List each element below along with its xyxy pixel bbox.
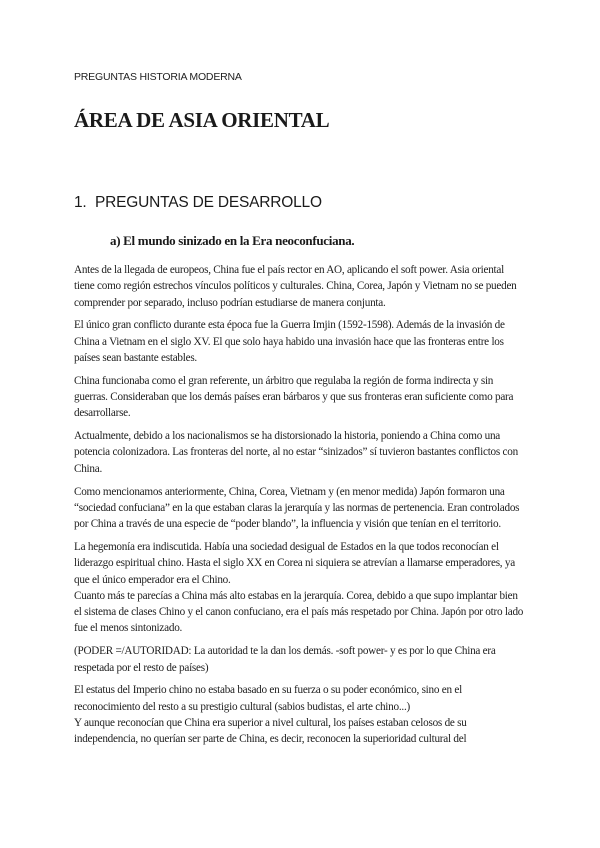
paragraph: Cuanto más te parecías a China más alto estabas en la jerarquía. Corea, debido a que supo implantar bien el sistema de clases Chino y el canon confuciano, era el país más respetado por China. Japón por otro lado fue el menos sintonizado. xyxy=(74,589,524,635)
paragraph: Como mencionamos anteriormente, China, Corea, Vietnam y (en menor medida) Japón formaron una “sociedad confuciana” en la que estaban claras la jerarquía y las normas de pertenencia. Eran controlados por China a través de una especie de “poder blando”, la influencia y visión que tenían en el territorio. xyxy=(74,485,520,531)
page-header: PREGUNTAS HISTORIA MODERNA xyxy=(74,71,242,83)
page-title: ÁREA DE ASIA ORIENTAL xyxy=(74,108,330,132)
body-text xyxy=(74,262,526,748)
paragraph: (PODER =/AUTORIDAD: La autoridad te la dan los demás. -soft power- y es por lo que China era respetada por el resto de países) xyxy=(74,645,496,674)
paragraph: Actualmente, debido a los nacionalismos se ha distorsionado la historia, poniendo a China como una potencia colonizadora. Las fronteras del norte, al no estar “sinizados” sí tuvieron bastantes conflictos con China. xyxy=(74,430,518,475)
paragraph: Y aunque reconocían que China era superior a nivel cultural, los países estaban celosos de su independencia, no querían ser parte de China, es decir, reconocen la superioridad cultural del xyxy=(74,716,467,746)
paragraph: El único gran conflicto durante esta época fue la Guerra Imjin (1592-1598). Además de la invasión de China a Vietnam en el siglo XV. El que solo haya habido una invasión hace que las fronteras entre los países sean bastante estables. xyxy=(74,319,505,364)
subsection-heading: a) El mundo sinizado en la Era neoconfuciana. xyxy=(110,233,355,248)
paragraph: China funcionaba como el gran referente, un árbitro que regulaba la región de forma indirecta y sin guerras. Consideraban que los demás países eran bárbaros y que sus fronteras eran suficiente como para desarrollarse. xyxy=(74,374,514,420)
paragraph: Antes de la llegada de europeos, China fue el país rector en AO, aplicando el soft power. Asia oriental tiene como región estrechos vínculos políticos y culturales. China, Corea, Japón y Vietnam no se pueden comprender por separado, incluso podrían estudiarse de manera conjunta. xyxy=(74,264,517,309)
section-label: PREGUNTAS DE DESARROLLO xyxy=(95,194,322,211)
paragraph: La hegemonía era indiscutida. Había una sociedad desigual de Estados en la que todos reconocían el liderazgo espiritual chino. Hasta el siglo XX en Corea ni siquiera se atrevían a llamarse emperadores, ya que el único emperador era el Chino. xyxy=(74,540,515,586)
paragraph: El estatus del Imperio chino no estaba basado en su fuerza o su poder económico, sino en el reconocimiento del resto a su prestigio cultural (sabios budistas, el arte chino...) xyxy=(74,684,462,713)
section-heading xyxy=(74,194,322,212)
section-number: 1. xyxy=(74,194,87,211)
